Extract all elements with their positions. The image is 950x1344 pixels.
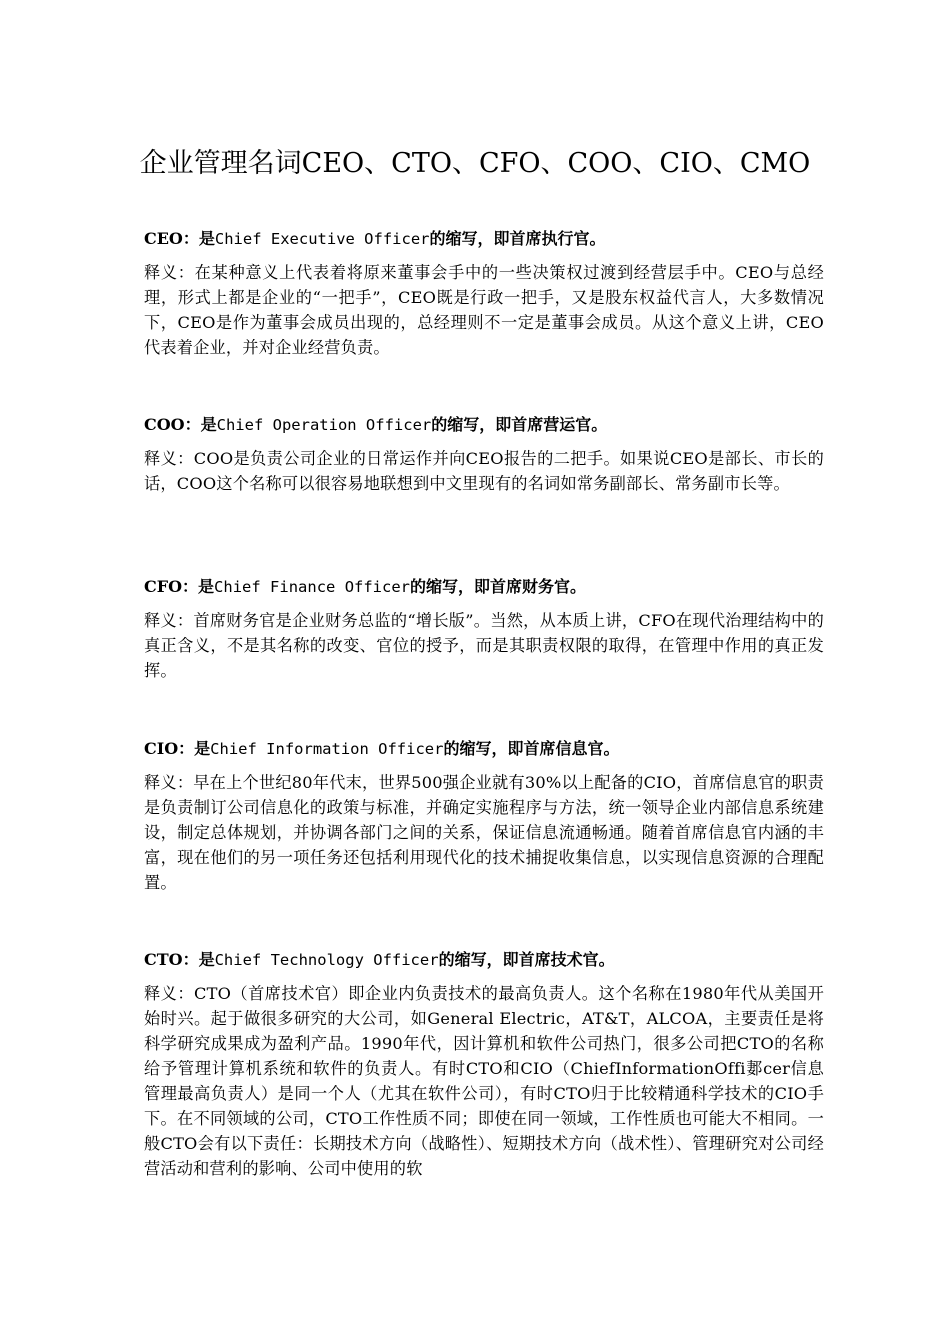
- heading-prefix: CEO：是: [144, 229, 215, 248]
- heading-full-name: Chief Operation Officer: [216, 416, 432, 434]
- section-cto: [144, 949, 824, 1181]
- heading-suffix: 的缩写，即首席技术官。: [438, 950, 615, 969]
- heading-full-name: Chief Executive Officer: [214, 230, 430, 248]
- section-heading: [144, 576, 824, 598]
- section-body: 释义：早在上个世纪80年代末，世界500强企业就有30%以上配备的CIO，首席信息官的职责是负责制订公司信息化的政策与标准，并确定实施程序与方法，统一领导企业内部信息系统建设，制定总体规划，并协调各部门之间的关系，保证信息流通畅通。随着首席信息官内涵的丰富，现在他们的另一项任务还包括利用现代化的技术捕捉收集信息，以实现信息资源的合理配置。: [144, 773, 824, 892]
- heading-suffix: 的缩写，即首席信息官。: [443, 739, 620, 758]
- heading-prefix: CIO：是: [144, 739, 211, 758]
- section-cfo: [144, 576, 824, 683]
- section-body: 释义：CTO（首席技术官）即企业内负责技术的最高负责人。这个名称在1980年代从美国开始时兴。起于做很多研究的大公司，如General Electric，AT&T，ALCOA，主要责任是将科学研究成果成为盈利产品。1990年代，因计算机和软件公司热门，很多公司把CTO的名称给予管理计算机系统和软件的负责人。有时CTO和CIO（ChiefInformationOffi郪cer信息管理最高负责人）是同一个人（尤其在软件公司），有时CTO归于比较精通科学技术的CIO手下。在不同领域的公司，CTO工作性质不同；即使在同一领域，工作性质也可能大不相同。一般CTO会有以下责任：长期技术方向（战略性）、短期技术方向（战术性）、管理研究对公司经营活动和营利的影响、公司中使用的软: [144, 984, 824, 1178]
- section-heading: [144, 414, 824, 436]
- heading-suffix: 的缩写，即首席执行官。: [429, 229, 606, 248]
- heading-full-name: Chief Finance Officer: [214, 578, 411, 596]
- section-heading: [144, 228, 824, 250]
- section-body: 释义：COO是负责公司企业的日常运作并向CEO报告的二把手。如果说CEO是部长、市长的话，COO这个名称可以很容易地联想到中文里现有的名词如常务副部长、常务副市长等。: [144, 449, 824, 493]
- section-heading: [144, 738, 824, 760]
- heading-suffix: 的缩写，即首席财务官。: [410, 577, 587, 596]
- section-coo: [144, 414, 824, 496]
- heading-prefix: CFO：是: [144, 577, 215, 596]
- heading-suffix: 的缩写，即首席营运官。: [431, 415, 608, 434]
- heading-prefix: COO：是: [144, 415, 217, 434]
- section-heading: [144, 949, 824, 971]
- section-cio: [144, 738, 824, 895]
- document-title: 企业管理名词CEO、CTO、CFO、COO、CIO、CMO: [139, 148, 811, 179]
- section-body: 释义：首席财务官是企业财务总监的“增长版”。当然，从本质上讲，CFO在现代治理结构中的真正含义，不是其名称的改变、官位的授予，而是其职责权限的取得，在管理中作用的真正发挥。: [144, 611, 824, 680]
- section-body: 释义：在某种意义上代表着将原来董事会手中的一些决策权过渡到经营层手中。CEO与总经理，形式上都是企业的“一把手”，CEO既是行政一把手，又是股东权益代言人，大多数情况下，CEO是作为董事会成员出现的，总经理则不一定是董事会成员。从这个意义上讲，CEO代表着企业，并对企业经营负责。: [144, 263, 824, 357]
- heading-full-name: Chief Information Officer: [210, 740, 444, 758]
- heading-prefix: CTO：是: [144, 950, 215, 969]
- section-ceo: [144, 228, 824, 360]
- heading-full-name: Chief Technology Officer: [214, 951, 439, 969]
